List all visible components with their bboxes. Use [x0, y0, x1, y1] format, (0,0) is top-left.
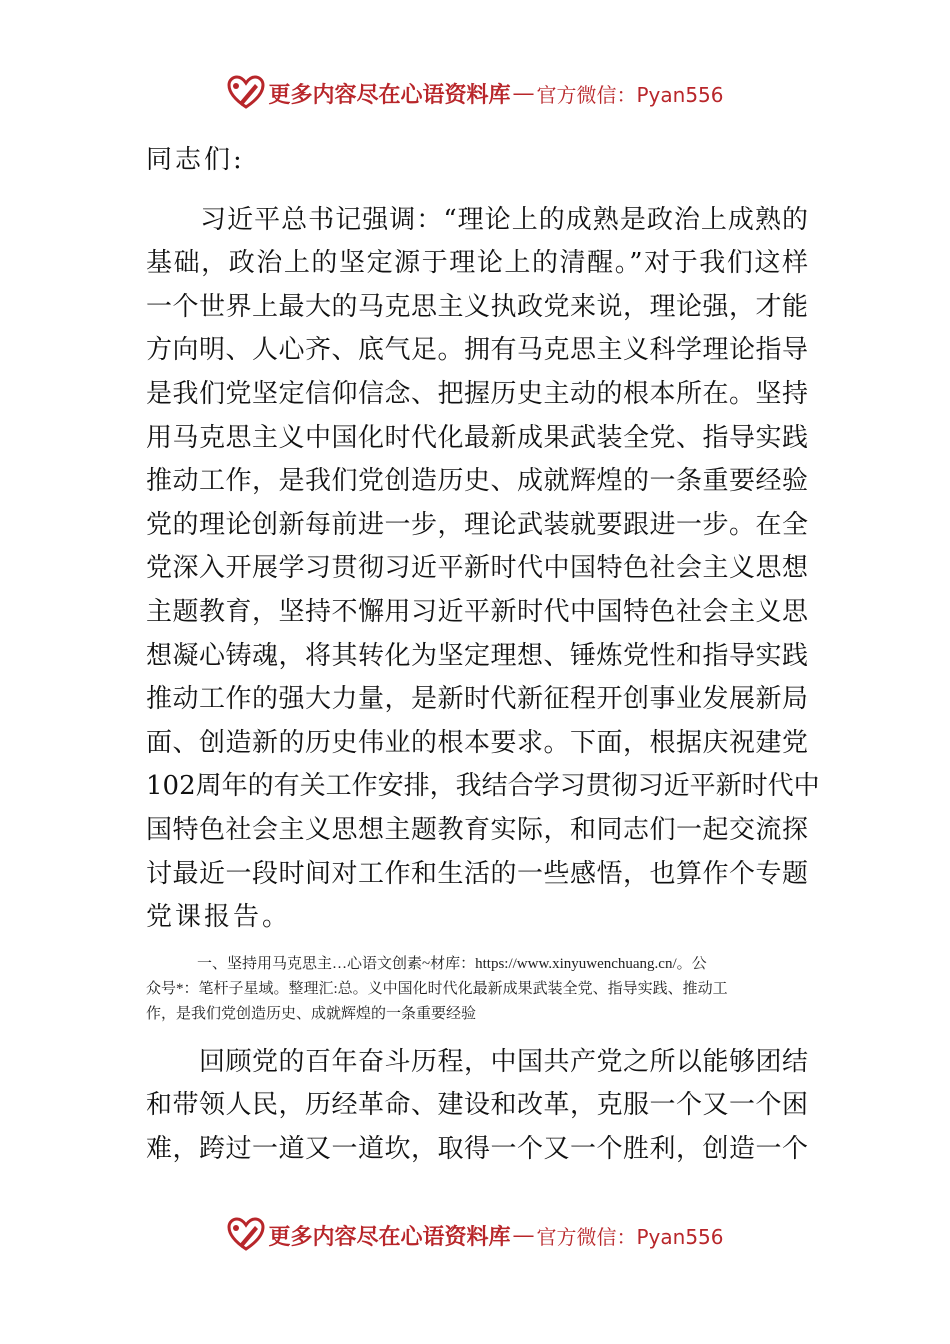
paragraph-line: 国特色社会主义思想主题教育实际，和同志们一起交流探: [146, 814, 808, 845]
banner-wechat-text: 官方微信：Pyan556: [536, 82, 724, 107]
paragraph-line: 基础，政治上的坚定源于理论上的清醒。”对于我们这样: [146, 248, 808, 279]
paragraph-line: 回顾党的百年奋斗历程，中国共产党之所以能够团结: [146, 1046, 808, 1077]
note-line: 一、坚持用马克思主…心语文创素~材库：https://www.xinyuwenchuang.cn/。公: [197, 955, 707, 972]
banner-separator: —: [512, 80, 535, 106]
note-line: 作，是我们党创造历史、成就辉煌的一条重要经验: [146, 1005, 477, 1022]
banner-main-text: 更多内容尽在心语资料库: [268, 1223, 511, 1250]
paragraph-line: 习近平总书记强调：“理论上的成熟是政治上成熟的: [146, 204, 808, 235]
section-heading-note: [146, 952, 808, 1027]
footer-banner: [0, 1213, 950, 1257]
document-body: [146, 139, 820, 1171]
paragraph-line: 党深入开展学习贯彻习近平新时代中国特色社会主义思想: [146, 553, 808, 584]
paragraph-line: 推动工作的强大力量，是新时代新征程开创事业发展新局: [146, 684, 808, 715]
paragraph-line: 党的理论创新每前进一步，理论武装就要跟进一步。在全: [146, 509, 808, 540]
heart-pen-logo-icon: [226, 1215, 266, 1255]
banner-main-text: 更多内容尽在心语资料库: [268, 81, 511, 108]
header-banner: [0, 71, 950, 115]
paragraph-line: 主题教育，坚持不懈用习近平新时代中国特色社会主义思: [146, 596, 808, 627]
paragraph-line: 讨最近一段时间对工作和生活的一些感悟，也算作个专题: [146, 858, 808, 889]
paragraph-line: 是我们党坚定信仰信念、把握历史主动的根本所在。坚持: [146, 378, 808, 409]
paragraph-line: 推动工作，是我们党创造历史、成就辉煌的一条重要经验: [146, 466, 808, 497]
paragraph-line: 想凝心铸魂，将其转化为坚定理想、锤炼党性和指导实践: [146, 640, 808, 671]
paragraph-2: [146, 1041, 808, 1172]
paragraph-line: 102周年的有关工作安排，我结合学习贯彻习近平新时代中: [146, 771, 820, 802]
paragraph-line: 方向明、人心齐、底气足。拥有马克思主义科学理论指导: [146, 335, 808, 366]
banner-wechat-text: 官方微信：Pyan556: [536, 1224, 724, 1249]
paragraph-line: 难，跨过一道又一道坎，取得一个又一个胜利，创造一个: [146, 1133, 808, 1164]
paragraph-1: [146, 199, 820, 940]
paragraph-line: 用马克思主义中国化时代化最新成果武装全党、指导实践: [146, 422, 808, 453]
heart-pen-logo-icon: [226, 73, 266, 113]
paragraph-line: 面、创造新的历史伟业的根本要求。下面，根据庆祝建党: [146, 727, 808, 758]
paragraph-line: 党课报告。: [146, 902, 292, 933]
paragraph-line: 和带领人民，历经革命、建设和改革，克服一个又一个困: [146, 1090, 808, 1121]
banner-separator: —: [512, 1222, 535, 1248]
note-line: 众号*：笔杆子星域。整理汇:总。义中国化时代化最新成果武装全党、指导实践、推动工: [146, 980, 728, 997]
salutation: 同志们:: [146, 145, 245, 175]
paragraph-line: 一个世界上最大的马克思主义执政党来说，理论强，才能: [146, 291, 808, 322]
